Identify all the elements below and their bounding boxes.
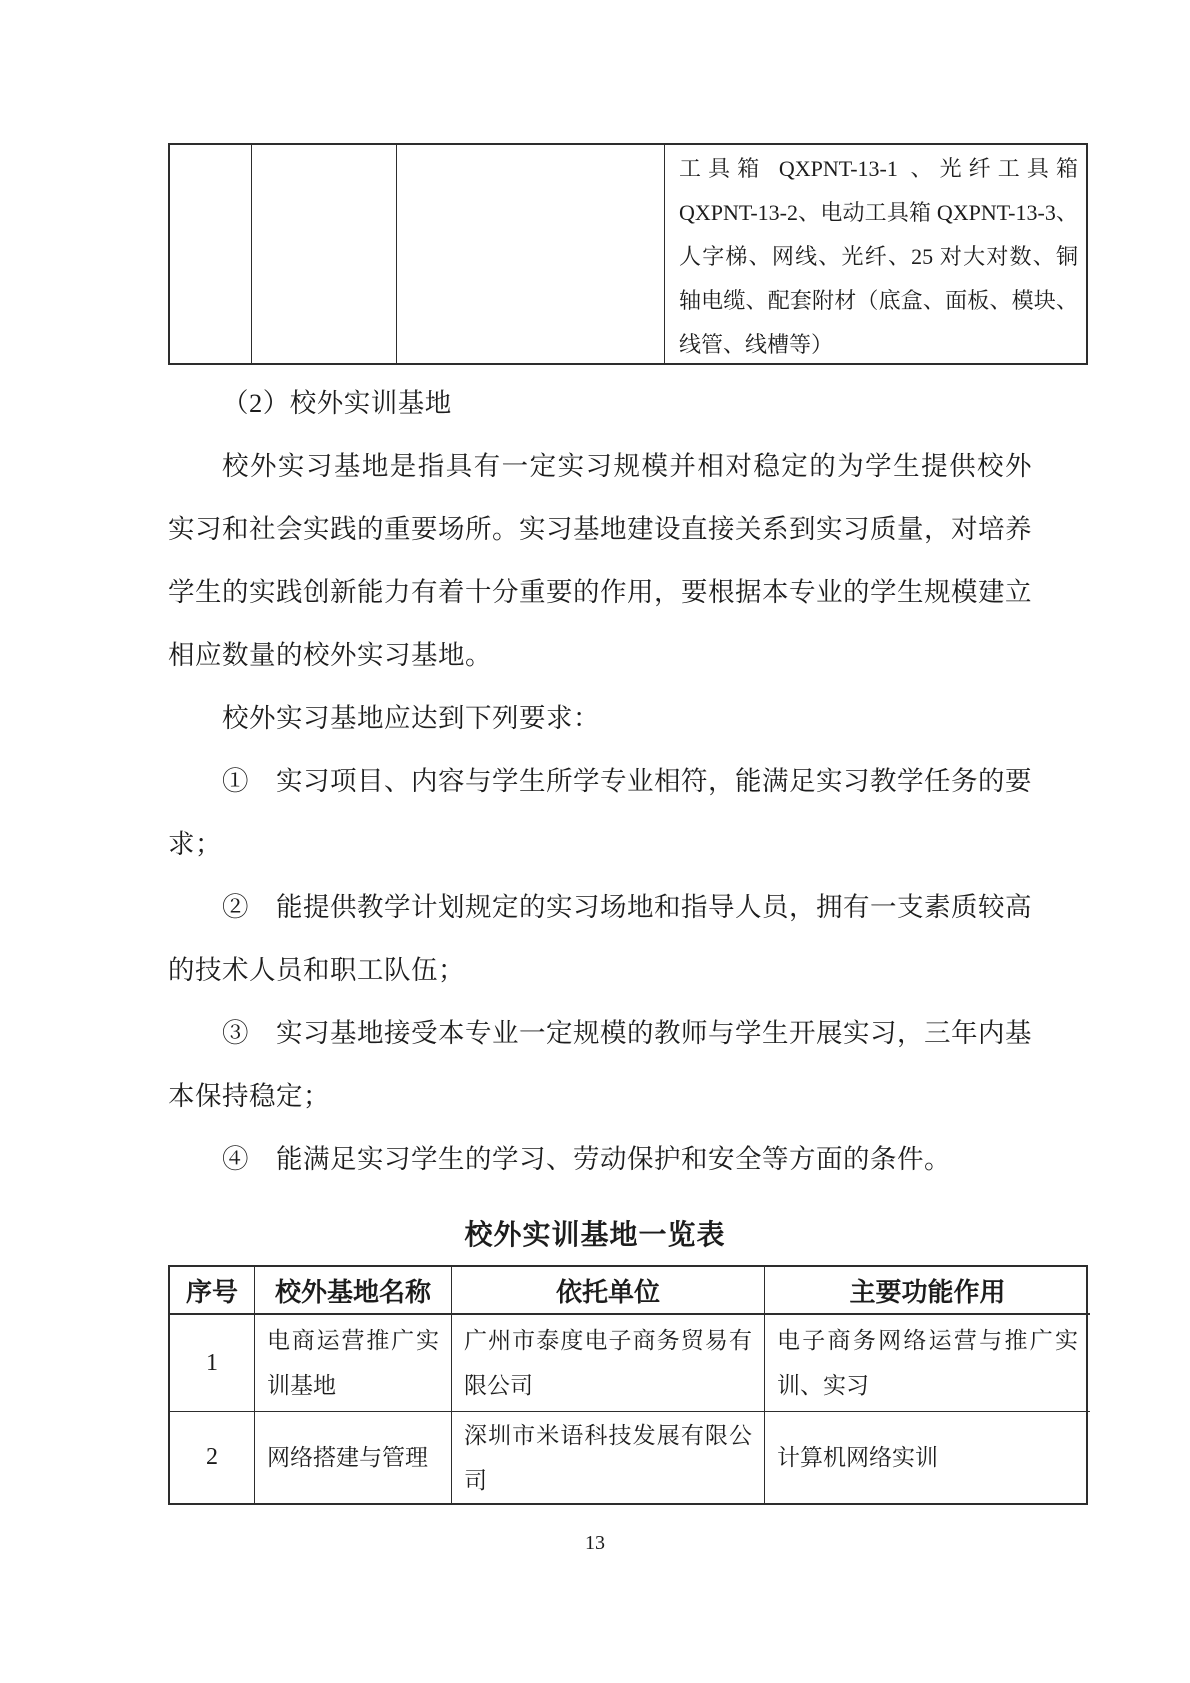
list-item-4-line: ④ 能满足实习学生的学习、劳动保护和安全等方面的条件。 bbox=[222, 1144, 951, 1174]
list-item-2-line: 的技术人员和职工队伍； bbox=[168, 955, 465, 985]
cell-line: 训、实习 bbox=[777, 1373, 869, 1398]
page-number: 13 bbox=[585, 1532, 605, 1554]
cell-line: 广州市泰度电子商务贸易有 bbox=[464, 1328, 752, 1353]
cell-line: 网络搭建与管理 bbox=[267, 1445, 428, 1470]
equipment-detail-line: 人字梯、网线、光纤、25 对大对数、铜 bbox=[679, 244, 1078, 269]
paragraph-line: 相应数量的校外实习基地。 bbox=[168, 640, 492, 670]
row1-name-cell bbox=[255, 1315, 452, 1412]
equipment-table-continued bbox=[168, 143, 1088, 365]
cell-line: 训基地 bbox=[267, 1373, 336, 1398]
section-heading: （2）校外实训基地 bbox=[222, 388, 452, 418]
list-item-1-line: 求； bbox=[168, 829, 222, 859]
row1-org-cell bbox=[452, 1315, 765, 1412]
paragraph-line: 校外实习基地应达到下列要求： bbox=[222, 703, 600, 733]
row1-no-cell: 1 bbox=[170, 1315, 255, 1412]
row2-name-cell bbox=[255, 1412, 452, 1503]
paragraph-line: 实习和社会实践的重要场所。实习基地建设直接关系到实习质量，对培养 bbox=[168, 514, 1032, 544]
cell-line: 电商运营推广实 bbox=[267, 1328, 439, 1353]
header-cell-org bbox=[452, 1267, 765, 1315]
cell-line: 深圳市米语科技发展有限公 bbox=[464, 1422, 752, 1448]
list-item-3-line: 本保持稳定； bbox=[168, 1081, 330, 1111]
paragraph-line: 学生的实践创新能力有着十分重要的作用，要根据本专业的学生规模建立 bbox=[168, 577, 1032, 607]
equipment-detail-line: 轴电缆、配套附材（底盒、面板、模块、 bbox=[679, 288, 1078, 313]
cell-line: 计算机网络实训 bbox=[777, 1445, 938, 1470]
row1-function-cell bbox=[765, 1315, 1090, 1412]
row2-function-cell bbox=[765, 1412, 1090, 1503]
header-label: 依托单位 bbox=[555, 1277, 660, 1307]
header-label: 校外基地名称 bbox=[274, 1277, 431, 1307]
base-table-title: 校外实训基地一览表 bbox=[464, 1220, 726, 1251]
header-cell-name bbox=[255, 1267, 452, 1315]
header-cell-no bbox=[170, 1267, 255, 1315]
header-label: 序号 bbox=[185, 1277, 238, 1307]
base-table bbox=[168, 1265, 1088, 1505]
row2-org-cell bbox=[452, 1412, 765, 1503]
equipment-empty-cell-2 bbox=[252, 145, 397, 363]
equipment-detail-cell bbox=[665, 145, 1090, 363]
equipment-detail-line: 工具箱 QXPNT-13-1 、光纤工具箱 bbox=[679, 156, 1078, 181]
row2-no-cell: 2 bbox=[170, 1412, 255, 1503]
equipment-detail-line: 线管、线槽等） bbox=[679, 332, 834, 357]
equipment-empty-cell-3 bbox=[397, 145, 665, 363]
equipment-empty-cell-1 bbox=[170, 145, 252, 363]
header-label: 主要功能作用 bbox=[849, 1277, 1006, 1307]
header-cell-function bbox=[765, 1267, 1090, 1315]
cell-line: 限公司 bbox=[464, 1373, 533, 1398]
equipment-detail-line: QXPNT-13-2、电动工具箱 QXPNT-13-3、 bbox=[679, 200, 1078, 225]
list-item-3-line: ③ 实习基地接受本专业一定规模的教师与学生开展实习，三年内基 bbox=[222, 1018, 1032, 1048]
list-item-1-line: ① 实习项目、内容与学生所学专业相符，能满足实习教学任务的要 bbox=[222, 766, 1032, 796]
paragraph-line: 校外实习基地是指具有一定实习规模并相对稳定的为学生提供校外 bbox=[222, 451, 1032, 481]
body-text bbox=[168, 372, 1032, 1191]
cell-line: 司 bbox=[464, 1467, 487, 1493]
cell-line: 电子商务网络运营与推广实 bbox=[777, 1328, 1078, 1353]
list-item-2-line: ② 能提供教学计划规定的实习场地和指导人员，拥有一支素质较高 bbox=[222, 892, 1032, 922]
